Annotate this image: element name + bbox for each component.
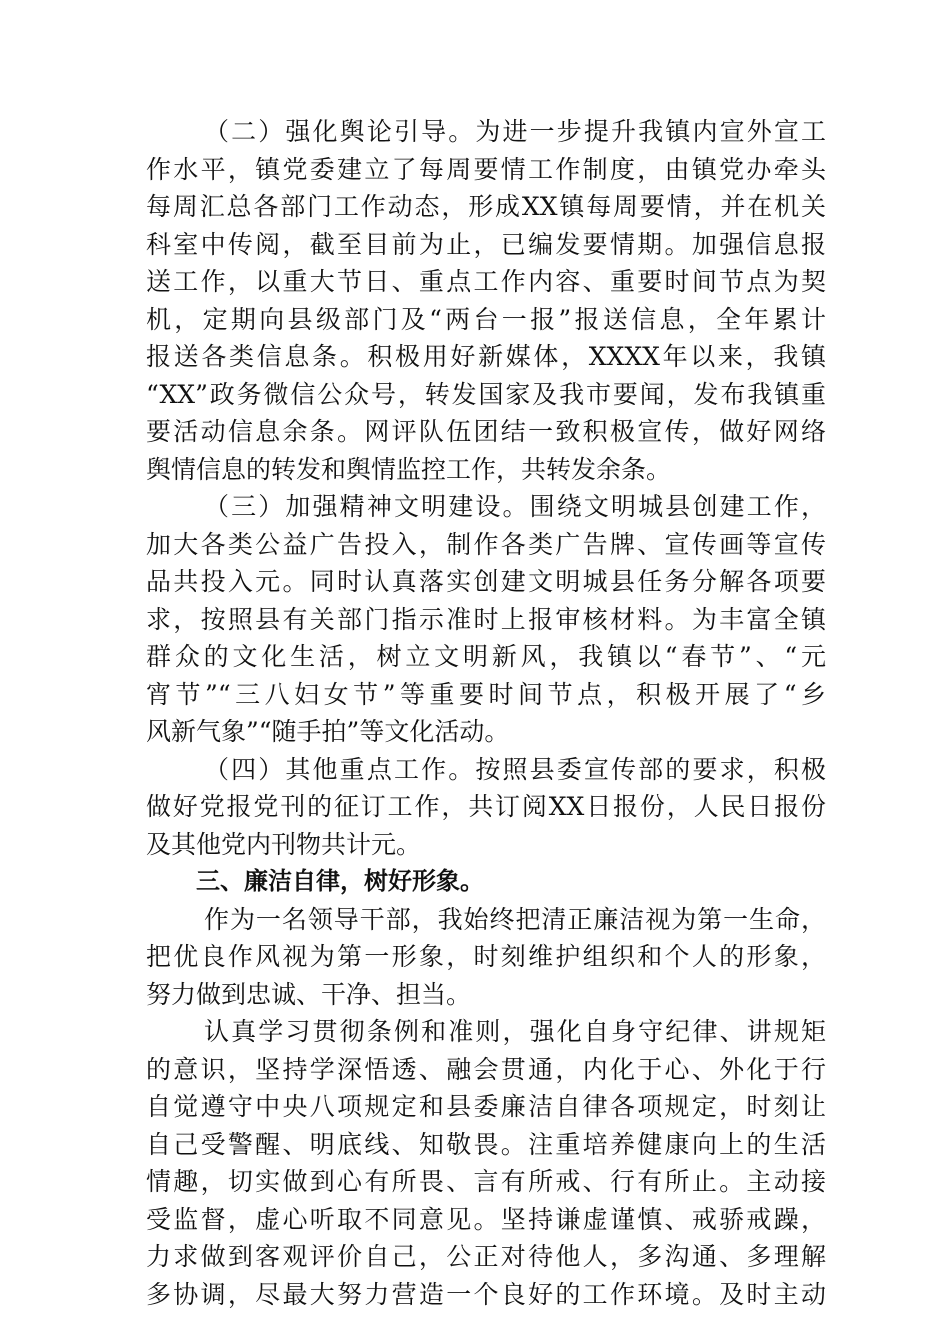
paragraph-line: 努力做到忠诚、干净、担当。	[146, 979, 472, 1009]
paragraph-line: 情趣，切实做到心有所畏、言有所戒、行有所止。主动接	[146, 1167, 826, 1196]
paragraph-line: （四）其他重点工作。按照县委宣传部的要求，积极	[204, 754, 826, 784]
paragraph-line: 送工作，以重大节日、重点工作内容、重要时间节点为契	[146, 267, 826, 296]
paragraph-line: 群众的文化生活，树立文明新风，我镇以“春节”、“元	[146, 642, 826, 671]
paragraph-line: 科室中传阅，截至目前为止，已编发要情期。加强信息报	[146, 229, 826, 259]
paragraph-line: 风新气象”“随手拍”等文化活动。	[146, 717, 510, 746]
paragraph-line: 作水平，镇党委建立了每周要情工作制度，由镇党办牵头	[146, 154, 826, 184]
paragraph-line: 力求做到客观评价自己，公正对待他人，多沟通、多理解	[146, 1242, 826, 1271]
paragraph-line: 自己受警醒、明底线、知敬畏。注重培养健康向上的生活	[146, 1129, 826, 1159]
paragraph-line: 多协调，尽最大努力营造一个良好的工作环境。及时主动	[146, 1279, 826, 1309]
paragraph-line: 作为一名领导干部，我始终把清正廉洁视为第一生命，	[204, 904, 826, 934]
paragraph-line: 机，定期向县级部门及“两台一报”报送信息，全年累计	[146, 304, 826, 334]
paragraph-line: 受监督，虚心听取不同意见。坚持谦虚谨慎、戒骄戒躁，	[146, 1204, 826, 1234]
paragraph-line: 及其他党内刊物共计元。	[146, 829, 422, 859]
section-heading: 三、廉洁自律，树好形象。	[196, 867, 484, 895]
paragraph-line: “XX”政务微信公众号，转发国家及我市要闻，发布我镇重	[146, 379, 826, 409]
paragraph-line: 把优良作风视为第一形象，时刻维护组织和个人的形象，	[146, 942, 826, 971]
paragraph-line: （二）强化舆论引导。为进一步提升我镇内宣外宣工	[204, 117, 826, 146]
paragraph-line: 品共投入元。同时认真落实创建文明城县任务分解各项要	[146, 567, 826, 596]
document-body	[146, 113, 826, 1313]
paragraph-line: 报送各类信息条。积极用好新媒体，XXXX年以来，我镇	[146, 342, 826, 371]
paragraph-line: 宵节”“三八妇女节”等重要时间节点，积极开展了“乡	[146, 679, 826, 709]
paragraph-line: 认真学习贯彻条例和准则，强化自身守纪律、讲规矩	[204, 1017, 826, 1046]
paragraph-line: 每周汇总各部门工作动态，形成XX镇每周要情，并在机关	[146, 192, 826, 221]
paragraph-line: 舆情信息的转发和舆情监控工作，共转发余条。	[146, 454, 672, 484]
paragraph-line: 求，按照县有关部门指示准时上报审核材料。为丰富全镇	[146, 604, 826, 634]
paragraph-line: 要活动信息余条。网评队伍团结一致积极宣传，做好网络	[146, 417, 826, 446]
paragraph-line: 做好党报党刊的征订工作，共订阅XX日报份，人民日报份	[146, 792, 826, 821]
paragraph-line: 加大各类公益广告投入，制作各类广告牌、宣传画等宣传	[146, 529, 826, 559]
paragraph-line: 的意识，坚持学深悟透、融会贯通，内化于心、外化于行	[146, 1054, 826, 1084]
paragraph-line: 自觉遵守中央八项规定和县委廉洁自律各项规定，时刻让	[146, 1092, 826, 1121]
paragraph-line: （三）加强精神文明建设。围绕文明城县创建工作，	[204, 492, 826, 521]
